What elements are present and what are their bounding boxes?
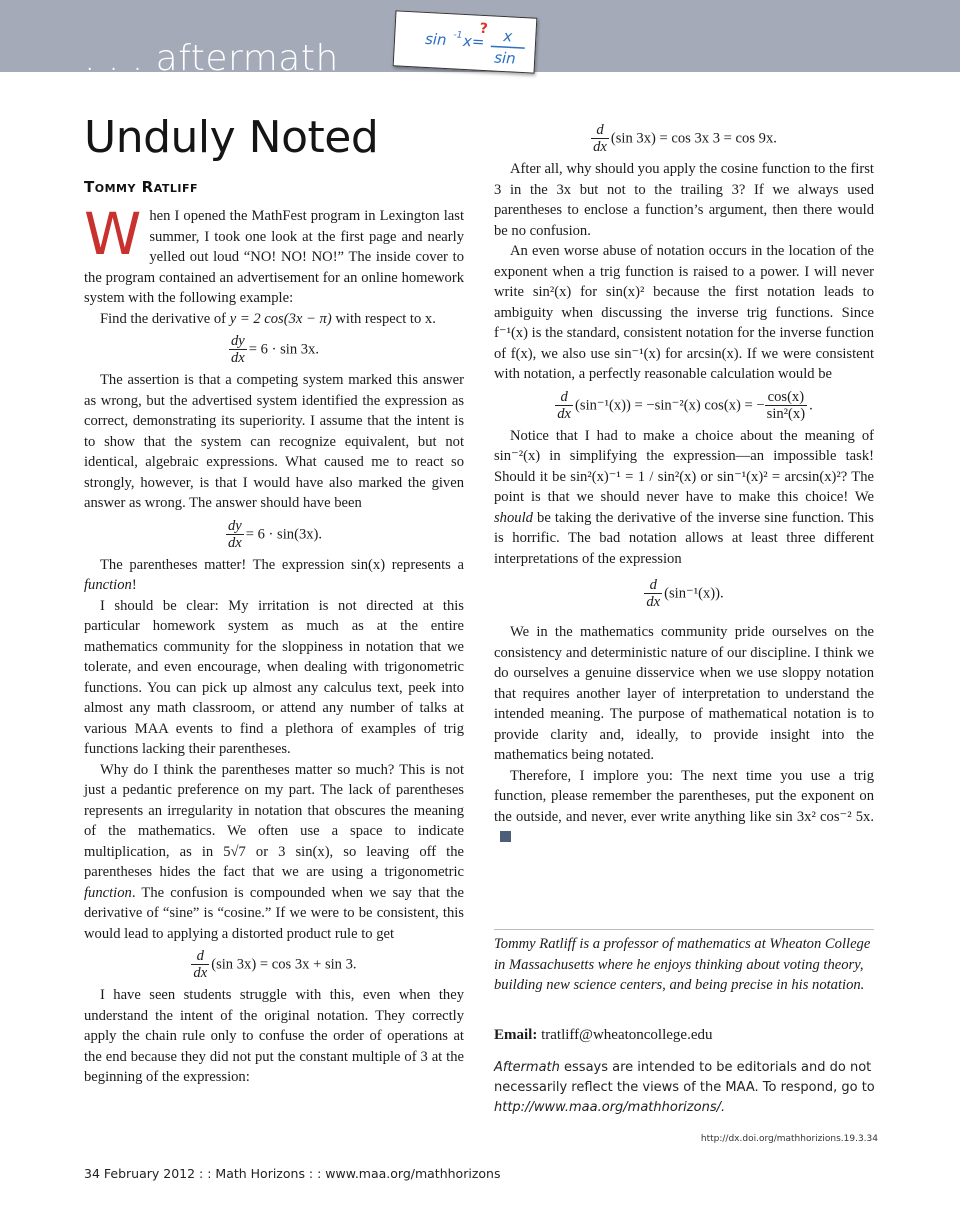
email-label: Email: [494,1027,538,1043]
article-title: Unduly Noted [84,112,379,163]
paragraph: Therefore, I implore you: The next time you use a trig function, please remember the parentheses, put the exponent on the outside, and never, ever write anything like sin 3x² cos⁻² 5x. [494,766,874,848]
equation: $\frac{d}{dx}$ (sin⁻¹(x)). [646,577,724,610]
author-bio: Tommy Ratliff is a professor of mathematics at Wheaton College in Massachusetts where he enjoys thinking about voting theory, building new science centers, and being precise in his notation. [494,936,871,993]
section-label: . . . aftermath [84,38,339,79]
note-card-formula [394,11,537,72]
note-lhs-sup: -1 [453,30,463,41]
paragraph: I have seen students struggle with this, even when they understand the intent of the original notation. They correctly apply the chain rule only to confuse the order of operations at the end because they did not put the constant multiple of 3 at the beginning of the expression: [84,987,464,1085]
disclaimer: Aftermath essays are intended to be editorials and do not necessarily reflect the views of the MAA. To respond, go to http://www.maa.org/mathhorizons/. [494,1060,875,1115]
note-denominator: sin [493,48,517,68]
paragraph: The assertion is that a competing system marked this answer as wrong, but the advertised system identified the expression as correct, demonstrating its superiority. I assume that the intent is to show that the system can recognize equivalent, but not identical, algebraic expressions. What caused me to react so strongly, however, is that I would have also marked the given answer as wrong. The answer should have been [84,372,464,511]
paragraph: I should be clear: My irritation is not directed at this particular homework system as much as at the entire mathematics community for the sloppiness in notation that we tolerate, and even encourage, when dealing with trigonometric functions. You can pick up almost any calculus text, peek into almost any math classroom, or attend any number of talks at various MAA events to find a plethora of examples of trig functions lacking their parentheses. [84,597,464,757]
equation: $\frac{dy}{dx}$ = 6 · sin 3x. [230,333,320,366]
response-link[interactable]: http://www.maa.org/mathhorizons/. [494,1100,726,1115]
paragraph: After all, why should you apply the cosine function to the first 3 in the 3x but not to the trailing 3? If we always used parentheses to enclose a function’s argument, then there would be no confusion. [494,161,874,239]
email-address[interactable]: tratliff@wheatoncollege.edu [541,1027,713,1043]
author-name: Tommy Ratliff [84,178,199,196]
divider [494,929,874,930]
paragraph: An even worse abuse of notation occurs in the location of the exponent when a trig function is raised to a power. I will never write sin²(x) for sin(x)² because the first notation leads to ambiguity when discussing the inverse trig functions. Since f⁻¹(x) is the standard, consistent notation for the inverse function of f(x), we also use sin⁻¹(x) for arcsin(x). If we were consistent with notation, a perfectly reasonable calculation would be [494,243,874,382]
paragraph: We in the mathematics community pride ourselves on the consistency and deterministic nature of our discipline. I think we do ourselves a genuine disservice when we use sloppy notation that requires another layer of interpretation to understand the intended meaning. The purpose of mathematical notation is to provide clarity and, ideally, to provide insight into the mathematics being notated. [494,624,874,763]
paragraph: Why do I think the parentheses matter so much? This is not just a pedantic preference on my part. The lack of parentheses represents an irregularity in notation that obscures the meaning of the mathematics. We often use a space to indicate multiplication, as in 5√7 or 3 sin(x), so leaving off the parentheses hides the fact that we are using a trigonometric function. The confusion is compounded when we say that the derivative of “sine” is “cosine.” If we were to be consistent, this would lead to applying a distorted product rule to get [84,761,464,942]
equation: $\frac{d}{dx}$ (sin⁻¹(x)) = −sin⁻²(x) cos(x) = − $\frac{\cos(x)}{\text{sin²(x)}}$ . [557,388,813,422]
page-footer [84,1166,500,1181]
note-lhs: sin [424,29,448,50]
paragraph: Notice that I had to make a choice about the meaning of sin⁻²(x) in simplifying the expression—an impossible task! Should it be sin²(x)⁻¹ = 1 / sin²(x) or sin⁻¹(x)² = arcsin(x)²? The point is that we should never have to make this choice! We should be taking the derivative of the inverse sine function. This is horrific. The bad notation allows at least three different interpretations of the expression [494,427,874,567]
equation: $\frac{d}{dx}$ (sin 3x) = cos 3x + sin 3. [193,948,357,981]
equation: $\frac{dy}{dx}$ = 6 · sin(3x). [227,517,323,551]
right-column [494,118,874,848]
email-line [494,1027,712,1044]
equation: $\frac{d}{dx}$ (sin 3x) = cos 3x 3 = cos 9x. [593,122,777,155]
sticky-note-card [393,10,538,73]
note-numerator: x [502,27,513,46]
doi-link[interactable]: http://dx.doi.org/mathhorizions.19.3.34 [700,1134,878,1144]
drop-cap: W [84,200,142,268]
note-question-mark: ? [479,20,489,38]
end-mark-icon [500,831,511,842]
note-lhs-var: x= [462,31,485,52]
paragraph: Find the derivative of y = 2 cos(3x − π) with respect to x. [100,310,436,327]
paragraph: The parentheses matter! The expression sin(x) represents a function! [84,556,464,593]
left-column [84,200,464,1088]
page-number: 34 [84,1166,100,1181]
paragraph: When I opened the MathFest program in Lexington last summer, I took one look at the first page and nearly yelled out loud “NO! NO! NO!” The inside cover to the program contained an advertisement for an online homework system with the following example: [84,200,464,306]
footer-text: February 2012 : : Math Horizons : : www.maa.org/mathhorizons [103,1166,501,1181]
inline-math: y = 2 cos(3x − π) [229,310,332,327]
